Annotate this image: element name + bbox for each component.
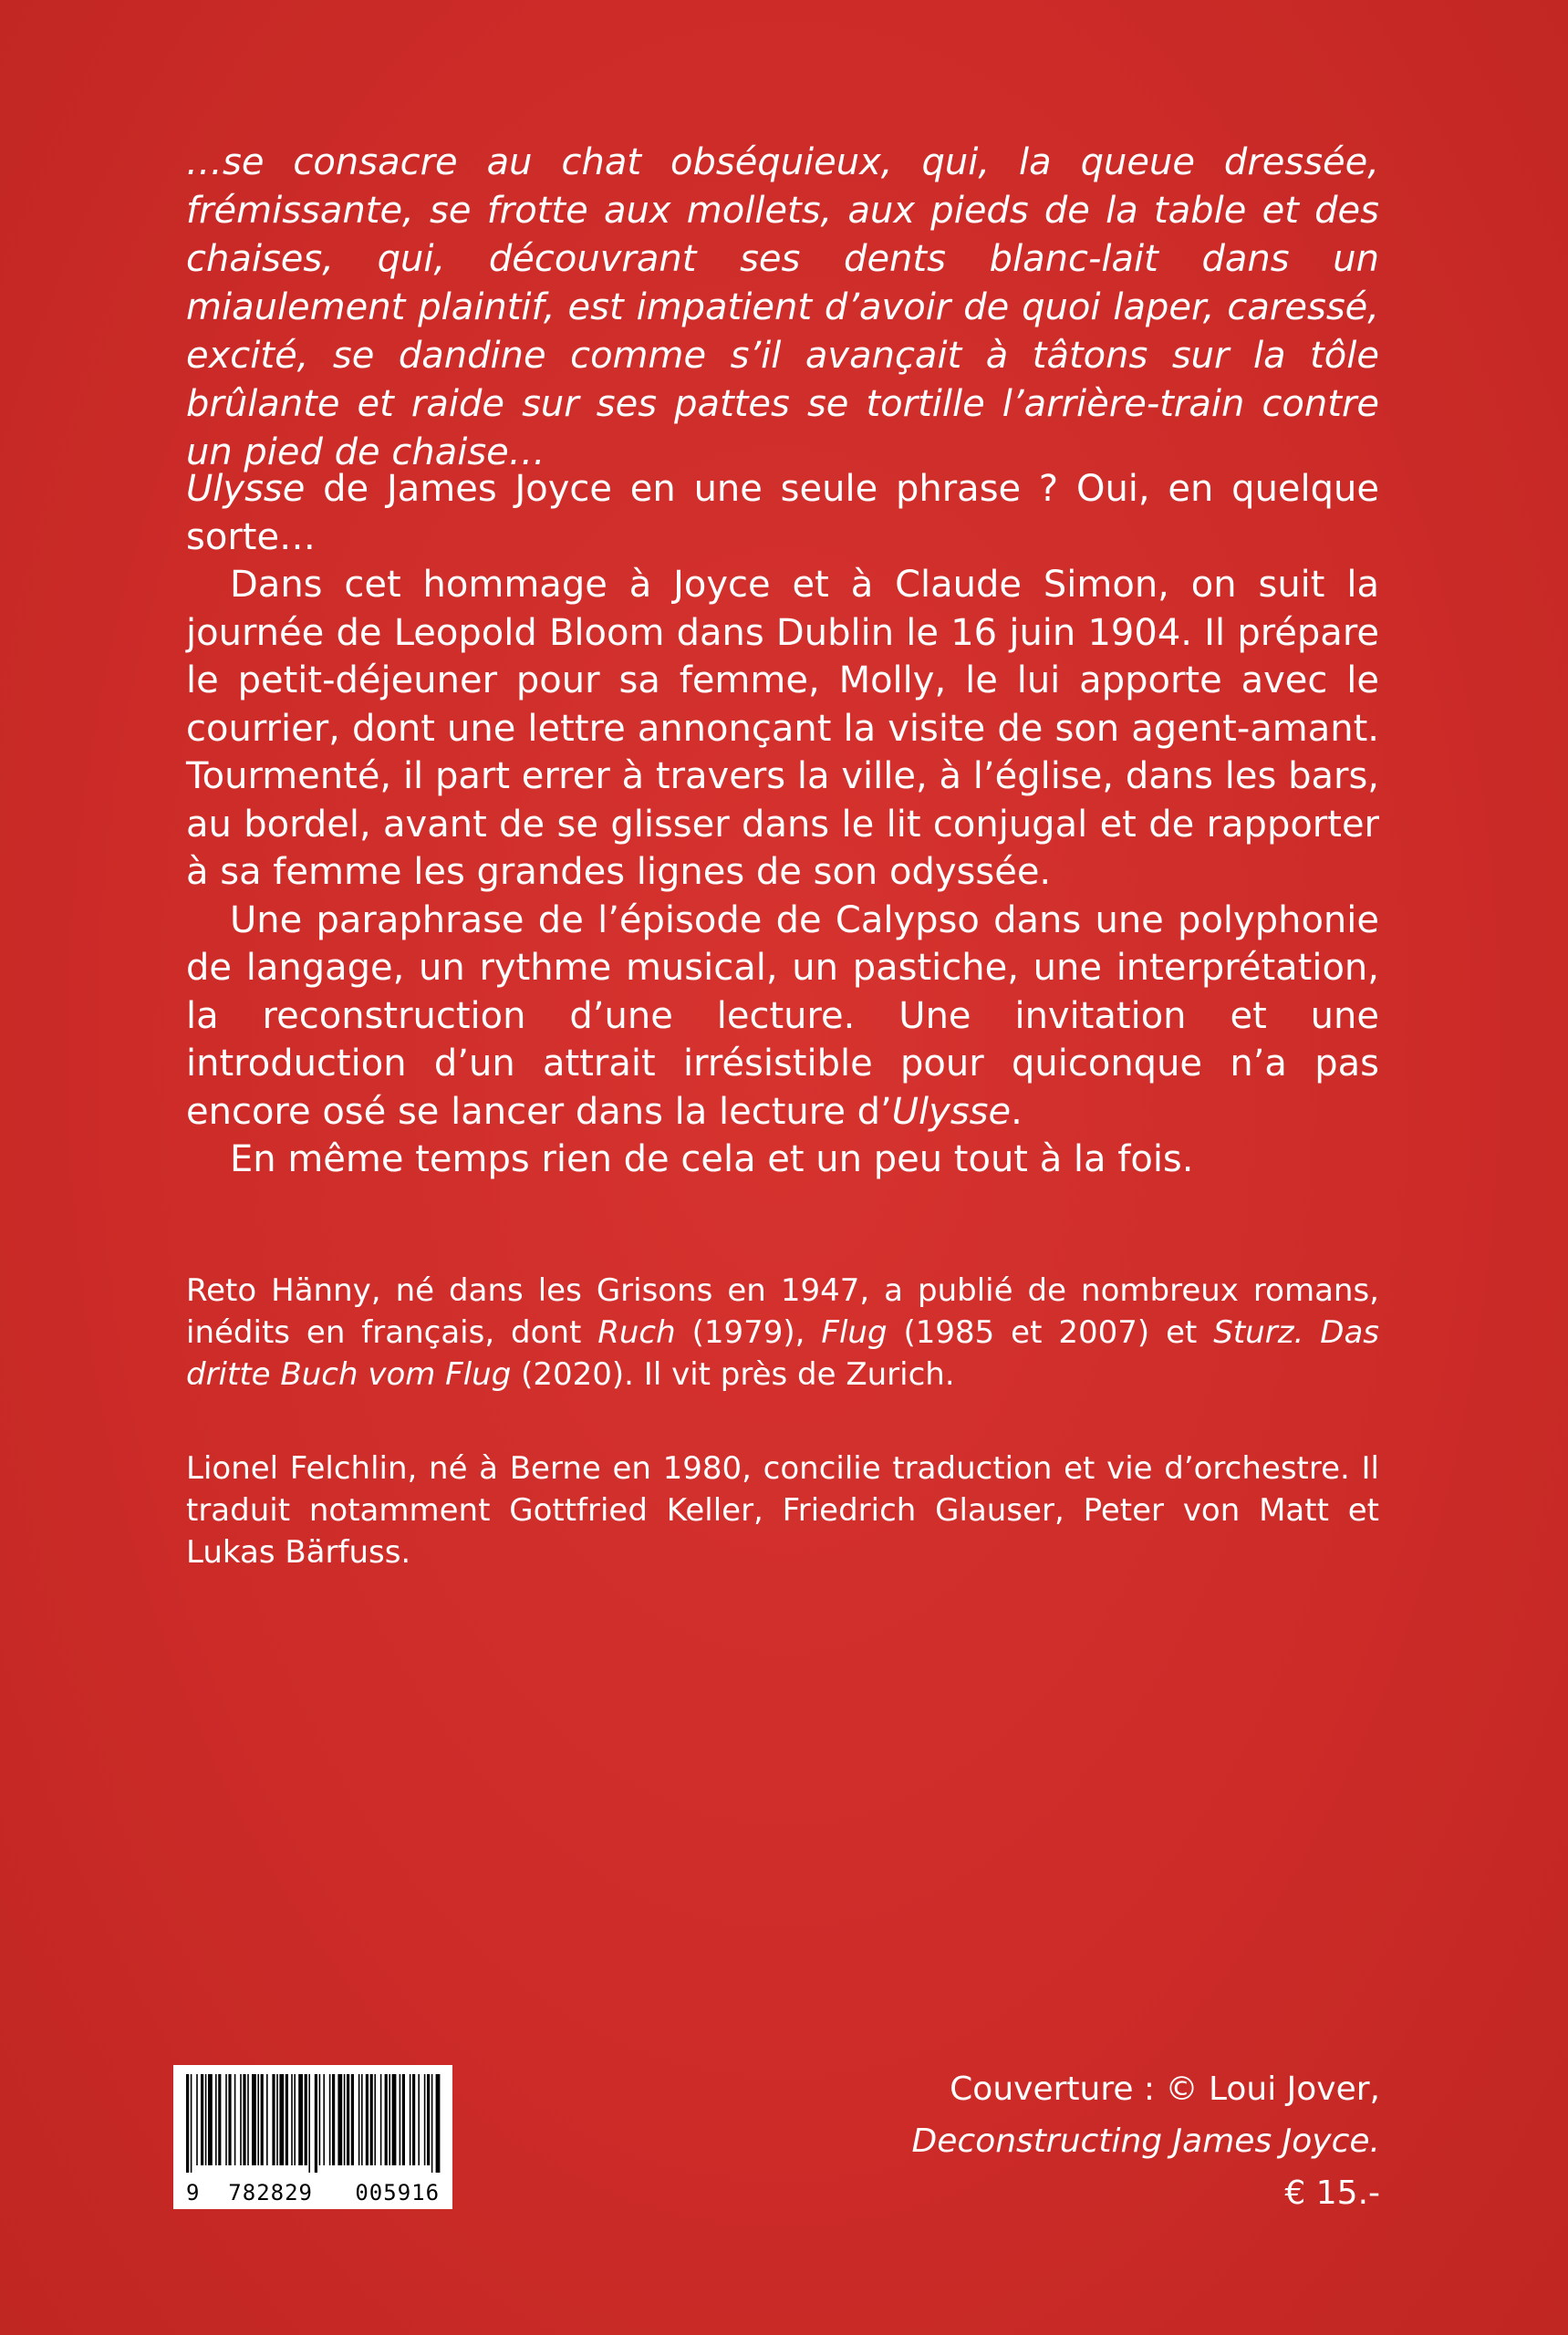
barcode-bar bbox=[315, 2074, 317, 2173]
barcode-bar bbox=[358, 2074, 360, 2165]
description-intro: Ulysse de James Joyce en une seule phrase ? Oui, en quelque sorte… bbox=[186, 468, 1379, 558]
barcode-bar bbox=[329, 2074, 331, 2165]
barcode-bar bbox=[319, 2074, 321, 2165]
barcode-bar bbox=[385, 2074, 388, 2165]
book-sturz: Sturz. Das dritte Buch vom Flug bbox=[186, 1314, 1379, 1393]
barcode-bar bbox=[374, 2074, 376, 2165]
barcode-bar bbox=[247, 2074, 249, 2165]
artwork-title: Deconstructing James Joyce. bbox=[911, 2122, 1380, 2160]
book-flug: Flug bbox=[821, 1314, 888, 1351]
barcode-bar bbox=[205, 2074, 207, 2165]
barcode-number: 9 782829 005916 bbox=[185, 2180, 441, 2205]
barcode-bar bbox=[261, 2074, 264, 2165]
barcode-bar bbox=[332, 2074, 335, 2165]
barcode-bar bbox=[308, 2074, 310, 2173]
barcode-bar bbox=[186, 2074, 189, 2173]
isbn-barcode bbox=[173, 2065, 452, 2209]
barcode-bar bbox=[240, 2074, 242, 2165]
barcode-bars bbox=[184, 2074, 441, 2173]
description-paraphrase: Une paraphrase de l’épisode de Calypso dans une polyphonie de langage, un rythme musical, un pastiche, une interprétation, la reconstruction d’une lecture. Une invitation et une introduction d’un attrait irrésistible pour quiconque n’a pas encore osé se lancer dans la lecture d’Ulysse. bbox=[186, 898, 1379, 1133]
description-closing: En même temps rien de cela et un peu tout à la fois. bbox=[230, 1138, 1194, 1180]
description-summary: Dans cet hommage à Joyce et à Claude Simon, on suit la journée de Leopold Bloom dans Dublin le 16 juin 1904. Il prépare le petit-déjeuner pour sa femme, Molly, le lui apporte avec le courrier, dont une lettre annonçant la visite de son agent-amant. Tourmenté, il part errer à travers la ville, à l’église, dans les bars, au bordel, avant de se glisser dans le lit conjugal et de rapporter à sa femme les grandes lignes de son odyssée. bbox=[186, 564, 1379, 893]
barcode-bar bbox=[412, 2074, 415, 2165]
author-bio: Reto Hänny, né dans les Grisons en 1947, a publié de nombreux romans, inédits en français, dont Ruch (1979), Flug (1985 et 2007) et Sturz. Das dritte Buch vom Flug (2020). Il vit près de Zurich. bbox=[186, 1272, 1379, 1393]
excerpt-text: …se consacre au chat obséquieux, qui, la queue dressée, frémissante, se frotte aux mollets, aux pieds de la table et des chaises, qui, découvrant ses dents blanc-lait dans un miaulement plaintif, est impatient d’avoir de quoi laper, caressé, excité, se dandine comme s’il avançait à tâtons sur la tôle brûlante et raide sur ses pattes se tortille l’arrière-train contre un pied de chaise… bbox=[186, 141, 1379, 473]
barcode-bar bbox=[208, 2074, 213, 2165]
book-ruch: Ruch bbox=[597, 1314, 676, 1351]
barcode-bar bbox=[201, 2074, 203, 2165]
barcode-bar bbox=[347, 2074, 349, 2165]
barcode-bar bbox=[272, 2074, 275, 2165]
barcode-bar bbox=[276, 2074, 278, 2165]
barcode-bar bbox=[266, 2074, 268, 2165]
barcode-bar bbox=[436, 2074, 441, 2173]
barcode-bar bbox=[243, 2074, 245, 2165]
barcode-bar bbox=[389, 2074, 390, 2165]
barcode-bar bbox=[323, 2074, 325, 2165]
barcode-bar bbox=[337, 2074, 342, 2165]
barcode-bar bbox=[392, 2074, 397, 2165]
barcode-bar bbox=[427, 2074, 430, 2165]
barcode-bar bbox=[380, 2074, 382, 2165]
barcode-bar bbox=[218, 2074, 221, 2165]
barcode-bar bbox=[361, 2074, 363, 2165]
barcode-bar bbox=[225, 2074, 227, 2165]
barcode-bar bbox=[305, 2074, 307, 2165]
excerpt-quote bbox=[186, 139, 1379, 477]
barcode-bar bbox=[344, 2074, 346, 2165]
barcode-bar bbox=[294, 2074, 296, 2165]
cover-credit-label: Couverture : © Loui Jover, bbox=[950, 2070, 1380, 2108]
barcode-bar bbox=[400, 2074, 401, 2165]
barcode-bar bbox=[228, 2074, 231, 2165]
barcode-bar bbox=[252, 2074, 256, 2165]
barcode-bar bbox=[257, 2074, 259, 2165]
barcode-bar bbox=[215, 2074, 217, 2165]
barcode-bar bbox=[366, 2074, 369, 2165]
book-title-ulysse-inline: Ulysse bbox=[891, 1090, 1012, 1133]
book-title-ulysse: Ulysse bbox=[186, 468, 306, 510]
barcode-bar bbox=[424, 2074, 426, 2165]
cover-credits bbox=[912, 2063, 1380, 2219]
price: € 15.- bbox=[1284, 2174, 1380, 2212]
barcode-bar bbox=[196, 2074, 198, 2165]
barcode-bar bbox=[418, 2074, 420, 2165]
barcode-bar bbox=[431, 2074, 433, 2173]
barcode-bar bbox=[191, 2074, 192, 2173]
translator-bio: Lionel Felchlin, né à Berne en 1980, concilie traduction et vie d’orchestre. Il traduit notamment Gottfried Keller, Friedrich Glauser, Peter von Matt et Lukas Bärfuss. bbox=[186, 1450, 1379, 1571]
barcode-bar bbox=[410, 2074, 411, 2165]
barcode-bar bbox=[351, 2074, 354, 2165]
barcode-bar bbox=[402, 2074, 405, 2165]
barcode-bar bbox=[291, 2074, 293, 2165]
book-description bbox=[186, 465, 1379, 1184]
barcode-bar bbox=[234, 2074, 236, 2165]
barcode-bar bbox=[370, 2074, 373, 2165]
barcode-bar bbox=[298, 2074, 303, 2165]
barcode-bar bbox=[286, 2074, 288, 2165]
barcode-bar bbox=[279, 2074, 284, 2165]
